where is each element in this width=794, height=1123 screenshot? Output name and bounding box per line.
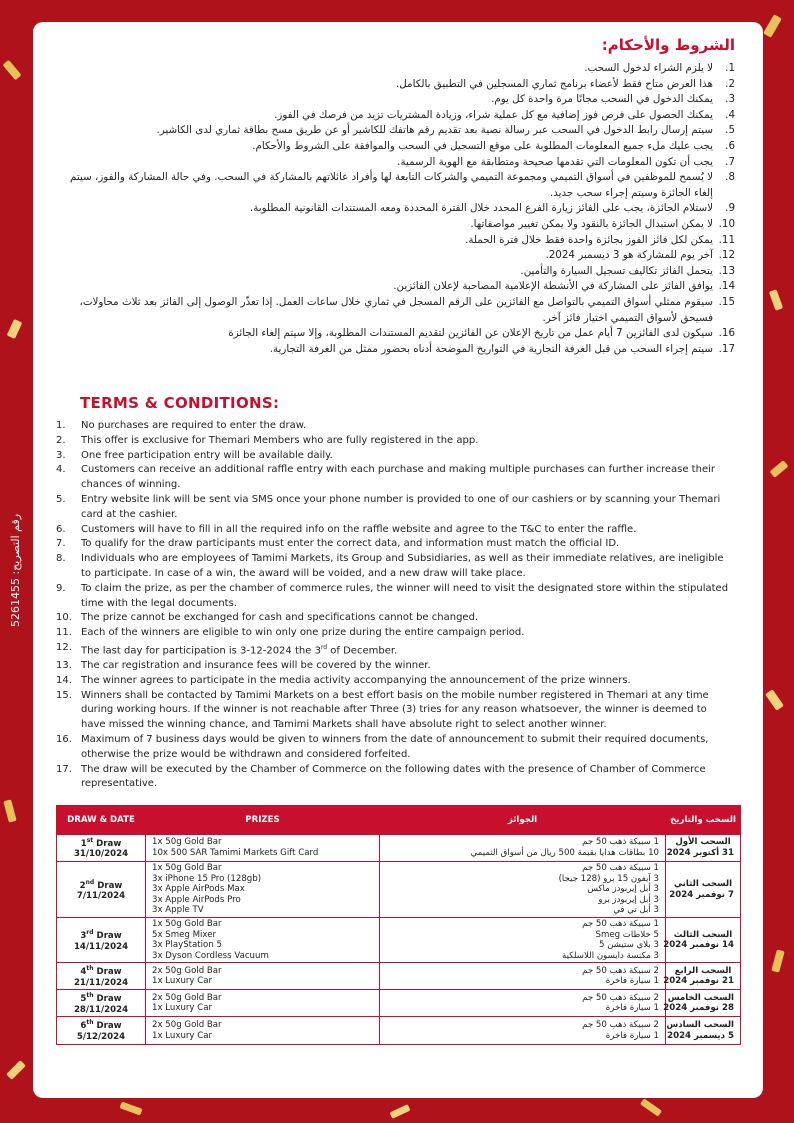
term-text: لا يُسمح للموظفين في أسواق التميمي ومجموعة التميمي والشركات التابعة لها وأفراد عائلاتهم بالمشاركة في السحب. وفي حالة المشاركة والفوز، سيتم إلغاء الجائزة وسيتم إجراء سحب جديد. — [70, 171, 713, 199]
arabic-term — [50, 201, 735, 217]
english-term — [56, 611, 731, 626]
term-text: يتحمل الفائز تكاليف تسجيل السيارة والتأمين. — [520, 264, 713, 277]
draw-label: 1st Draw — [80, 837, 122, 849]
prize-item: 1x Luxury Car — [152, 976, 213, 987]
term-number: 6. — [725, 139, 735, 152]
term-text: Entry website link will be sent via SMS once your phone number is provided to one of our cashiers or by scanning your Themari card at the cashier. — [81, 493, 721, 520]
term-number: 9. — [725, 202, 735, 215]
prize-item: 3x Apple TV — [152, 905, 204, 916]
prize-item-ar: 2 سبيكة ذهب 50 جم — [582, 992, 659, 1003]
prizes-cell — [146, 862, 380, 918]
term-number: 11. — [718, 233, 735, 246]
term-text: يمكنك الحصول على فرص فوز إضافية مع كل عملية شراء، وزيادة المشتريات تزيد من فرصك في الفوز. — [274, 108, 713, 121]
english-title: TERMS & CONDITIONS: — [80, 394, 280, 412]
term-number: 17. — [718, 342, 735, 355]
prize-item: 2x 50g Gold Bar — [152, 965, 222, 976]
english-term — [56, 689, 731, 733]
term-text: لا يمكن استبدال الجائزة بالنقود ولا يمكن تغيير مواصفاتها. — [470, 217, 713, 230]
arabic-term — [50, 155, 735, 171]
term-number: 1. — [56, 420, 66, 431]
term-text: سيتم إجراء السحب من قبل الغرفة التجارية في التواريخ الموضحة أدناه بحضور ممثل من الغرفة التجارية. — [269, 342, 713, 355]
arabic-term — [50, 123, 735, 139]
prize-item: 3x PlayStation 5 — [152, 940, 222, 951]
draw-date: 7/11/2024 — [76, 890, 126, 901]
term-number: 3. — [56, 449, 66, 461]
prizes-ar-cell — [380, 862, 666, 918]
table-row — [57, 963, 741, 990]
header-draw-date: DRAW & DATE — [57, 806, 146, 835]
confetti-piece — [389, 1104, 410, 1119]
term-number: 13. — [56, 660, 72, 672]
term-number: 10. — [56, 612, 72, 624]
arabic-term — [50, 295, 735, 326]
confetti-piece — [3, 60, 22, 80]
english-term — [56, 763, 731, 793]
prizes-cell — [146, 835, 380, 862]
term-text: To claim the prize, as per the chamber of commerce rules, the winner will need to visit the designated store within the stipulated time with the legal documents. — [81, 582, 729, 609]
arabic-term — [50, 279, 735, 295]
draw-ar-cell — [663, 990, 741, 1017]
confetti-piece — [3, 799, 16, 822]
draw-ar-cell — [666, 835, 741, 862]
term-number: 7. — [56, 538, 66, 550]
table-row — [57, 1017, 741, 1044]
term-text: Customers will have to fill in all the required info on the raffle website and agree to the T&C to enter the raffle. — [81, 523, 637, 535]
term-text: The car registration and insurance fees will be covered by the winner. — [81, 660, 431, 672]
prizes-cell — [146, 918, 380, 963]
prizes-table — [56, 805, 741, 1045]
english-term — [56, 582, 731, 612]
draw-cell — [57, 963, 146, 990]
prize-item-ar: 1 سبيكة ذهب 50 جم — [582, 863, 659, 874]
arabic-term — [50, 77, 735, 93]
prizes-ar-cell — [380, 918, 666, 963]
term-number: 12. — [56, 641, 72, 653]
draw-ar-cell — [666, 862, 741, 918]
term-number: 8. — [56, 553, 66, 565]
draw-label-ar: السحب الثالث — [673, 929, 733, 940]
prize-item-ar: 3 أبل تي في — [613, 905, 659, 916]
prizes-ar-cell — [380, 963, 666, 990]
term-text: Customers can receive an additional raffle entry with each purchase and making multiple purchases can further increase their chances of winning. — [81, 464, 715, 491]
arabic-term — [50, 233, 735, 249]
prize-item-ar: 3 بلاي ستيشن 5 — [599, 940, 659, 951]
prize-item: 5x Smeg Mixer — [152, 929, 217, 940]
english-term — [56, 493, 731, 523]
draw-ar-cell — [663, 963, 741, 990]
prize-item-ar: 10 بطاقات هدايا بقيمة 500 ريال من أسواق التميمي — [470, 848, 659, 859]
draw-date: 21/11/2024 — [73, 977, 129, 988]
arabic-term — [50, 217, 735, 233]
draw-label-ar: السحب الرابع — [674, 965, 732, 976]
confetti-piece — [119, 1101, 142, 1115]
confetti-piece — [770, 460, 789, 478]
draw-date: 31/10/2024 — [73, 849, 129, 860]
term-number: 12. — [718, 249, 735, 262]
table-row — [57, 862, 741, 918]
term-text: The draw will be executed by the Chamber of Commerce on the following dates with the presence of Chamber of Commerce representative. — [81, 763, 706, 790]
prizes-cell — [146, 990, 380, 1017]
table-row — [57, 990, 741, 1017]
arabic-term — [50, 326, 735, 342]
prizes-cell — [146, 1017, 380, 1044]
term-number: 3. — [725, 93, 735, 106]
term-text: Individuals who are employees of Tamimi Markets, its Group and Subsidiaries, as well as their immediate relatives, are ineligible to participate. In case of a win, the award will be voided, and a new draw will take place. — [81, 553, 724, 579]
term-text: آخر يوم للمشاركة هو 3 ديسمبر 2024. — [545, 249, 713, 262]
term-number: 7. — [725, 155, 735, 168]
draw-date-ar: 31 أكتوبر 2024 — [666, 848, 734, 859]
prize-item: 1x 50g Gold Bar — [152, 837, 222, 848]
arabic-term — [50, 248, 735, 264]
arabic-term — [50, 108, 735, 124]
term-number: 16. — [718, 327, 735, 340]
term-text: سيقوم ممثلي أسواق التميمي بالتواصل مع الفائزين على الرقم المسجل في ثماري خلال ساعات العمل. إذا تعذّر الوصول إلى الفائز بعد ثلاث محاولات، فسيحق لأسواق التميمي اختيار فائز آخر. — [79, 295, 713, 324]
term-number: 11. — [56, 627, 72, 639]
confetti-piece — [7, 319, 23, 339]
english-term — [56, 641, 731, 659]
draw-date-ar: 7 نوفمبر 2024 — [669, 889, 734, 900]
term-number: 5. — [56, 493, 66, 505]
prize-item-ar: 1 سيارة فاخرة — [605, 1030, 659, 1041]
term-number: 17. — [56, 763, 72, 775]
english-term — [56, 674, 731, 689]
prize-item: 2x 50g Gold Bar — [152, 1019, 222, 1030]
arabic-term — [50, 342, 735, 358]
term-number: 10. — [718, 217, 735, 230]
term-number: 13. — [718, 264, 735, 277]
term-text: يجب عليك ملء جميع المعلومات المطلوبة على موقع التسجيل في السحب والموافقة على الشروط والأحكام. — [252, 139, 713, 152]
draw-date: 28/11/2024 — [73, 1004, 129, 1015]
prize-item-ar: 3 أبل إيربودز برو — [598, 894, 659, 905]
draw-cell — [57, 918, 146, 963]
confetti-piece — [769, 289, 783, 311]
term-text: يمكنك الدخول في السحب مجانًا مرة واحدة كل يوم. — [491, 93, 713, 106]
draw-label: 4th Draw — [80, 965, 122, 978]
draw-cell — [57, 990, 146, 1017]
draw-label: 6th Draw — [80, 1019, 122, 1032]
draw-cell — [57, 862, 146, 918]
term-text: هذا العرض متاح فقط لأعضاء برنامج ثماري المسجلين في التطبيق بالكامل. — [395, 77, 713, 90]
prize-item: 3x Apple AirPods Max — [152, 884, 245, 895]
term-number: 14. — [718, 280, 735, 293]
draw-date: 5/12/2024 — [76, 1031, 126, 1042]
prize-item-ar: 1 سيارة فاخرة — [605, 1003, 659, 1014]
arabic-title: الشروط والأحكام: — [601, 36, 735, 54]
term-text: يجب أن تكون المعلومات التي تقدمها صحيحة ومتطابقة مع الهوية الرسمية. — [397, 155, 713, 168]
draw-label-ar: السحب الأول — [675, 837, 731, 848]
prize-item: 1x Luxury Car — [152, 1030, 213, 1041]
term-text: No purchases are required to enter the draw. — [81, 420, 307, 431]
term-text: يوافق الفائز على المشاركة في الأنشطة الإعلامية المصاحبة لإعلان الفائزين. — [393, 280, 713, 293]
term-number: 9. — [56, 582, 66, 594]
english-term — [56, 552, 731, 582]
arabic-terms-list — [50, 61, 735, 357]
table-row — [57, 918, 741, 963]
prize-item: 1x 50g Gold Bar — [152, 863, 222, 874]
confetti-piece — [6, 1060, 26, 1080]
term-text: Maximum of 7 business days would be given to winners from the date of announcement to submit their required documents, otherwise the prize would be withdrawn and considered forfeited. — [81, 734, 709, 760]
term-number: 2. — [56, 434, 66, 446]
english-term — [56, 434, 731, 449]
term-number: 14. — [56, 674, 72, 686]
english-term — [56, 659, 731, 674]
prizes-ar-cell — [380, 1017, 666, 1044]
prize-item: 2x 50g Gold Bar — [152, 992, 222, 1003]
prize-item-ar: 1 سبيكة ذهب 50 جم — [582, 837, 659, 848]
prizes-ar-cell — [380, 990, 666, 1017]
prizes-cell — [146, 963, 380, 990]
prize-item-ar: 2 سبيكة ذهب 50 جم — [582, 965, 659, 976]
prize-item-ar: 3 آيفون 15 برو (128 جيجا) — [558, 873, 659, 884]
draw-date-ar: 28 نوفمبر 2024 — [663, 1003, 734, 1014]
draw-ar-cell — [663, 918, 741, 963]
term-text: The prize cannot be exchanged for cash and specifications cannot be changed. — [81, 612, 479, 624]
table-row — [57, 835, 741, 862]
draw-cell — [57, 1017, 146, 1044]
permit-number-text: رقم التصريح: 5261455 — [9, 513, 23, 627]
term-text: يمكن لكل فائز الفوز بجائزة واحدة فقط خلال فترة الحملة. — [465, 233, 713, 246]
term-number: 15. — [718, 295, 735, 308]
term-number: 1. — [725, 62, 735, 74]
prize-item-ar: 1 سبيكة ذهب 50 جم — [582, 919, 659, 930]
prize-item-ar: 2 سبيكة ذهب 50 جم — [582, 1019, 659, 1030]
english-term — [56, 523, 731, 538]
prize-item-ar: 1 سيارة فاخرة — [605, 976, 659, 987]
arabic-term — [50, 264, 735, 280]
draw-date-ar: 21 نوفمبر 2024 — [663, 976, 734, 987]
permit-number — [2, 500, 30, 640]
term-text: To qualify for the draw participants must enter the correct data, and information must match the official ID. — [81, 538, 620, 550]
terms-card — [33, 22, 763, 1098]
draw-date-ar: 14 نوفمبر 2024 — [663, 940, 734, 951]
confetti-piece — [765, 689, 784, 711]
term-text: لا يلزم الشراء لدخول السحب. — [584, 62, 713, 74]
term-text: Winners shall be contacted by Tamimi Markets on a best effort basis on the mobile number registered in Themari at any time during working hours. If the winner is not reachable after Three (3) tries for any reason whatsoever, the winner is deemed to have missed the winning chance, and Tamimi Markets shall have absolute right to select another winner. — [81, 689, 709, 731]
confetti-piece — [640, 1098, 662, 1116]
confetti-piece — [763, 14, 782, 38]
english-term — [56, 537, 731, 552]
prize-item: 10x 500 SAR Tamimi Markets Gift Card — [152, 848, 319, 859]
arabic-term — [50, 170, 735, 201]
arabic-term — [50, 139, 735, 155]
term-number: 16. — [56, 734, 72, 746]
arabic-term — [50, 92, 735, 108]
header-prizes-ar: الجوائز — [380, 806, 666, 835]
term-text: لاستلام الجائزة، يجب على الفائز زيارة الفرع المحدد خلال الفترة المحددة ومعه المستندات القانونية المطلوبة. — [249, 202, 713, 215]
prize-item: 3x Dyson Cordless Vacuum — [152, 950, 269, 961]
header-draw-date-ar: السحب والتاريخ — [666, 806, 741, 835]
prize-item: 1x 50g Gold Bar — [152, 919, 222, 930]
draw-label: 2nd Draw — [79, 878, 123, 891]
term-number: 8. — [725, 171, 735, 184]
term-text: سيتم إرسال رابط الدخول في السحب عبر رسالة نصية بعد تقديم رقم هاتفك للكاشير أو عن طريق مسح بطاقة ثماري لدى الكاشير. — [156, 124, 713, 137]
term-number: 4. — [56, 464, 66, 476]
term-text: The winner agrees to participate in the media activity accompanying the announcement of the prize winners. — [81, 674, 631, 686]
prize-item-ar: 3 أبل إيربودز ماكس — [587, 884, 659, 895]
draw-label: 3rd Draw — [80, 929, 122, 942]
draw-ar-cell — [666, 1017, 741, 1044]
english-term — [56, 733, 731, 763]
confetti-piece — [771, 949, 784, 972]
draw-cell — [57, 835, 146, 862]
term-number: 5. — [725, 124, 735, 137]
term-number: 15. — [56, 689, 72, 701]
term-text: One free participation entry will be available daily. — [81, 449, 333, 461]
draw-label-ar: السحب الخامس — [667, 992, 734, 1003]
english-term — [56, 449, 731, 464]
prize-item-ar: 5 خلاطات Smeg — [595, 929, 659, 940]
term-number: 4. — [725, 108, 735, 121]
term-text: Each of the winners are eligible to win only one prize during the entire campaign period. — [81, 627, 525, 639]
draw-label-ar: السحب السادس — [666, 1019, 734, 1030]
prize-item: 1x Luxury Car — [152, 1003, 213, 1014]
english-term — [56, 419, 731, 434]
prize-item-ar: 3 مكنسة دايسون اللاسلكية — [561, 950, 659, 961]
draw-date: 14/11/2024 — [73, 941, 129, 952]
prize-item: 3x Apple AirPods Pro — [152, 894, 241, 905]
term-text: The last day for participation is 3-12-2024 the 3rd of December. — [81, 643, 398, 657]
draw-date-ar: 5 ديسمبر 2024 — [667, 1030, 734, 1041]
arabic-term — [50, 61, 735, 77]
term-text: This offer is exclusive for Themari Members who are fully registered in the app. — [81, 434, 479, 446]
english-term — [56, 626, 731, 641]
english-term — [56, 463, 731, 493]
english-terms-list — [56, 419, 731, 792]
term-number: 6. — [56, 523, 66, 535]
term-number: 2. — [725, 77, 735, 90]
header-prizes: PRIZES — [146, 806, 380, 835]
draw-label: 5th Draw — [80, 992, 122, 1005]
prizes-ar-cell — [380, 835, 666, 862]
table-header-row — [57, 806, 741, 835]
draw-label-ar: السحب الثاني — [673, 878, 733, 889]
term-text: سيكون لدى الفائزين 7 أيام عمل من تاريخ الإعلان عن الفائزين لتقديم المستندات المطلوبة، وإلا سيتم إلغاء الجائزة — [228, 327, 713, 340]
prize-item: 3x iPhone 15 Pro (128gb) — [152, 873, 262, 884]
